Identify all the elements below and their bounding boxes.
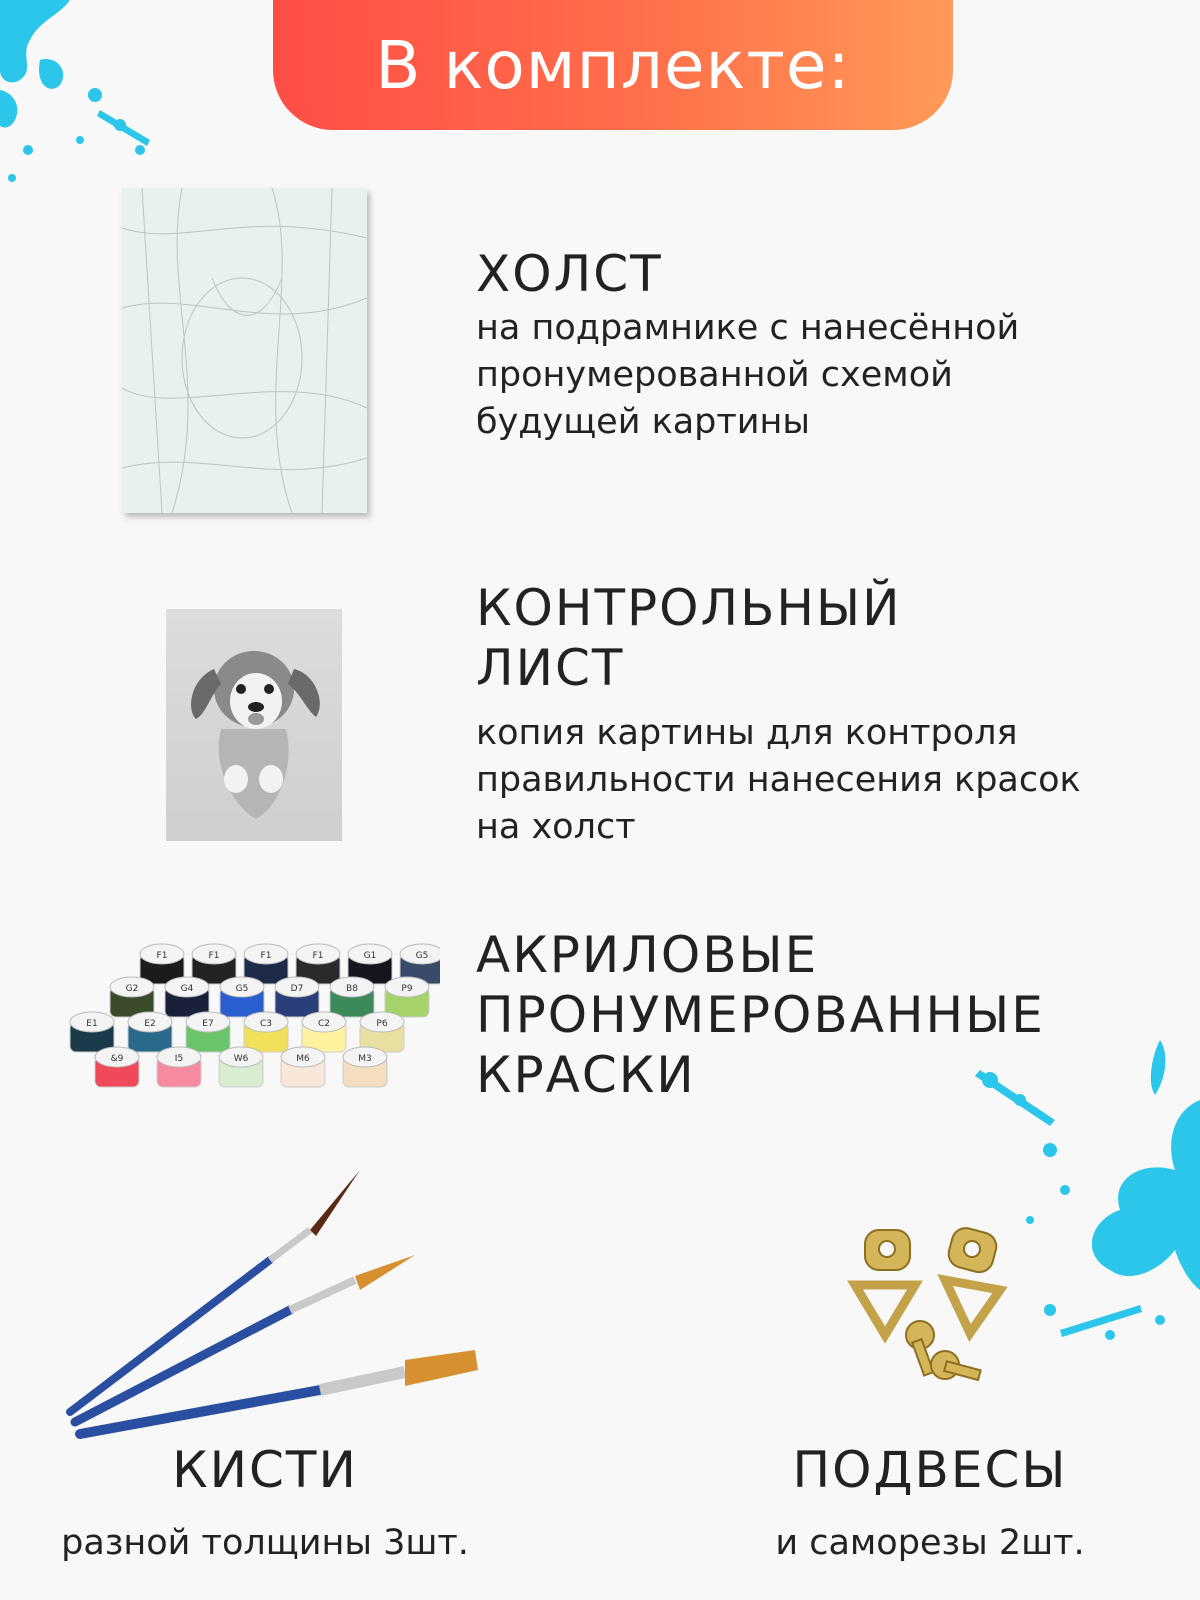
canvas-desc-line-3: будущей картины — [476, 402, 811, 442]
canvas-desc-line-2: пронумерованной схемой — [476, 355, 953, 395]
control-sheet-title-line-1: КОНТРОЛЬНЫЙ — [476, 579, 902, 637]
paints-title-line-1: АКРИЛОВЫЕ — [476, 926, 819, 984]
canvas-image — [122, 188, 367, 513]
hangers-image — [845, 1225, 1025, 1415]
paint-pots-image — [60, 930, 440, 1100]
paint-pot-label: G4 — [180, 984, 194, 994]
hangers-desc: и саморезы 2шт. — [775, 1523, 1085, 1563]
hangers-title: ПОДВЕСЫ — [792, 1441, 1068, 1499]
paint-pot-label: C3 — [259, 1019, 273, 1029]
paint-pot-label: B8 — [346, 984, 358, 994]
paint-pot-label: G5 — [235, 984, 249, 994]
paint-pot-label: F1 — [208, 951, 220, 961]
control-sheet-desc-line-2: правильности нанесения красок — [476, 760, 1081, 800]
paint-pot-label: P6 — [376, 1019, 388, 1029]
canvas-title: ХОЛСТ — [476, 245, 663, 303]
paint-pot-label: E2 — [144, 1019, 156, 1029]
paint-pot-label: C2 — [317, 1019, 331, 1029]
paint-pot-label: E1 — [86, 1019, 98, 1029]
paint-pot-label: F1 — [260, 951, 272, 961]
control-sheet-title-line-2: ЛИСТ — [476, 639, 625, 697]
paint-pot-label: M6 — [296, 1054, 310, 1064]
paint-pot-label: M3 — [358, 1054, 372, 1064]
paint-pot-label: I5 — [174, 1054, 184, 1064]
paint-pot-label: G1 — [363, 951, 377, 961]
paints-title-line-3: КРАСКИ — [476, 1046, 696, 1104]
paint-pot-label: F1 — [312, 951, 324, 961]
paint-pot-label: W6 — [233, 1054, 249, 1064]
brushes-title: КИСТИ — [172, 1441, 358, 1499]
control-sheet-desc-line-1: копия картины для контроля — [476, 713, 1018, 753]
paint-pot-label: D7 — [290, 984, 304, 994]
header-title: В комплекте: — [375, 26, 851, 104]
control-sheet-desc-line-3: на холст — [476, 807, 636, 847]
paint-pot-label: E7 — [202, 1019, 214, 1029]
paint-pot-label: G5 — [415, 951, 429, 961]
paint-pot-label: G2 — [125, 984, 139, 994]
brushes-image — [60, 1150, 500, 1450]
canvas-desc-line-1: на подрамнике с нанесённой — [476, 308, 1020, 348]
paint-splash-top-left — [0, 0, 180, 190]
paint-pot-label: F1 — [156, 951, 168, 961]
paint-pot-label: P9 — [401, 984, 413, 994]
control-sheet-image — [166, 609, 342, 841]
header-banner — [273, 0, 953, 130]
paints-title-line-2: ПРОНУМЕРОВАННЫЕ — [476, 986, 1045, 1044]
brushes-desc: разной толщины 3шт. — [61, 1523, 469, 1563]
paint-pot-label: &9 — [110, 1054, 124, 1064]
